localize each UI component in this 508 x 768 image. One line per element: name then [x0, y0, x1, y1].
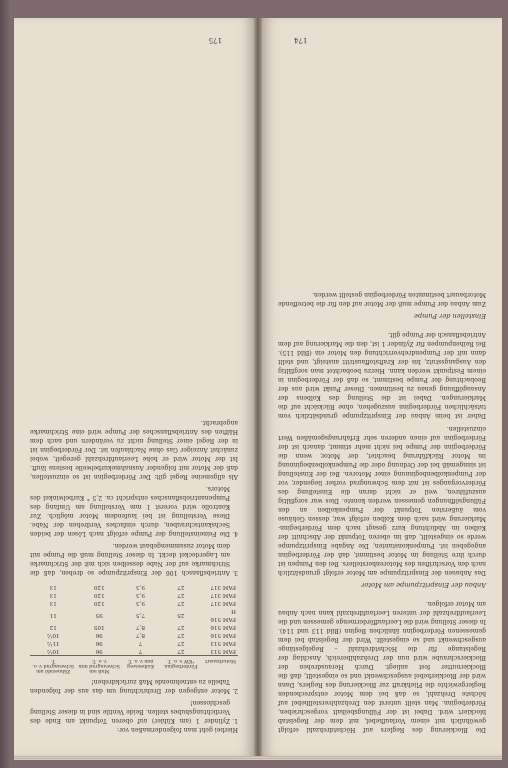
table-row	[30, 631, 238, 639]
table-header: Zähnezahl am Schwungrad v. o. T.	[32, 658, 75, 673]
table-header: Maß am Schwungrad mm v. o. T.	[78, 658, 120, 673]
table-cell: 96	[95, 632, 103, 638]
table-cell: 27	[159, 647, 203, 656]
paragraph-closing: Als allgemeine Regel gilt: Der Förderbeginn ist so einzustellen, daß der Motor mit folgender Ausnahmekurbelwelle bestens läuft. Ist der Motor wird er hohe Leerlaufdrehzahl geregelt, wobei zunächst Anzeiger Gas ohne Nachlaufen ist. Der Förderbeginn ist in der Regel einer Stellung nicht zu verändern und nach dem Hälften des Antriebsflansches der Pumpe wird eine Strichmarke angebracht.	[30, 419, 238, 480]
table-cell: 10½	[46, 632, 60, 638]
table-row	[30, 591, 238, 599]
list-item	[30, 677, 238, 695]
table-cell: FAM 513	[210, 640, 236, 646]
table-cell: 27	[177, 632, 185, 638]
list-item	[30, 541, 238, 577]
table-cell: 27	[177, 584, 185, 590]
table-cell: 120	[93, 584, 105, 590]
table-cell: FAM 516 H	[210, 608, 236, 622]
table-cell: 13	[49, 600, 57, 606]
page-number: 175	[208, 36, 222, 44]
list-item	[30, 698, 238, 725]
paragraph-intro-right: Hierbei geht man folgendermaßen vor:	[116, 726, 238, 733]
table-body	[30, 583, 238, 656]
list-text: Die Feineinstellung der Pumpe erfolgt nach Lösen der beiden Sechskantschrauben, durch einfaches Verdrehen der Nabe. Diese Verstellung ist bei laufendem Motor möglich. Zur Kontrolle wird vorerst 1 mm Verstellung am Umfang des Pumpenantriebsflansches entspricht ca. 2,5 ° Kurbelwinkel des Motors.	[30, 485, 230, 537]
table-cell: 11	[49, 612, 57, 618]
step-list-2	[30, 484, 238, 577]
table-header: Kolbenweg mm v. o. T.	[127, 658, 154, 668]
list-text: Motor entgegen der Drehrichtung um das aus der folgenden Tabelle zu entnehmende Maß zurückdrehen!	[30, 678, 230, 694]
list-number: 1.	[232, 717, 238, 724]
table-cell: FAM 317	[210, 600, 236, 606]
page-174	[262, 18, 502, 756]
paragraph-intro: Die Blockierung des Reglers auf Höchstdrehzahl erfolgt gewöhnlich mit einem Vorlaufhebel, mit dem der Regelstab blockiert wird. Dabei ist der Füllungsbeihalt vorgeschrieben, Förderbeginn. Man stellt unterst den Drehzahlverstellhebel auf höchste Drehzahl, so daß bei dem Motor entsprechenden Reglergewichte die Fliehkraft zur Blockierung des Reglers, Dann wird der Blockierhebel ausgeschwenkt und so eingestellt, daß die Blockiernutter fest anliegt. Durch Herausdrehen der Blockierschraube wird nun der Drehzahlbereich, Anschlag der Regelstange für die Höchstdrehzahl – Regelgestänge ausgeschwenkt und so eingestellt. Wird der Regelstab bei dem gemessenen Förderbeginn ähnlichen Beginn (Bild 113 und 114). In dieser Stellung wird die Leerlauffördermenge gemessen und die Leerlaufdrehzahl der unteren Leerlaufdrehzahl kann nach Anbau am Motor erfolgen.	[278, 600, 486, 733]
paragraph-body-2: Daher ist beim Anbau der Einspritzpumpe grundsätzlich vom tatsächlichen Förderbeginn auszugehen, ohne Rücksicht auf die Markierungen. Dabei ist die Stellung des Kolbens der Ansaugöffnung genau zu bestimmen. Dieser Punkt wird aus der Beobachtung der Pumpe bestimmt, so daß der Förderbeginn in einem Festpunkt werden kann. Hierzu beobachtet man sorgfältig den Ausgangsstutz, bis der Kraftstoffaustritt ansteigt, und stellt dann mit der Pumpendrehvorrichtung den Motor ein (Bild 115). Bei Reihenpumpen für Zylinder 1 ist, den die Markierung auf dem Antriebsflansch der Pumpe gilt.	[278, 331, 486, 419]
table-cell: 120	[93, 592, 105, 598]
table-cell: 27	[177, 624, 185, 630]
table-cell: 96	[95, 640, 103, 646]
list-text: Antriebsflansch 106 der Einspritzpumpe so drehen, daß die Strichmarke auf der Nabe desselben sich mit der Strichmarke am Lagerdeckel deckt. In dieser Stellung muß die Pumpe mit dem Motor zusammengebaut werden.	[30, 542, 230, 576]
table-header: Förderbeginn °KW v. o. T.	[164, 658, 198, 668]
page-number: 174	[294, 36, 308, 44]
table-cell: 27	[177, 640, 185, 646]
table-row	[30, 607, 238, 623]
book-gutter	[254, 18, 262, 756]
step-list-1	[30, 677, 238, 725]
table-cell: FAM 317	[210, 592, 236, 598]
table-cell: 13	[49, 584, 57, 590]
table-cell: 12	[49, 624, 57, 630]
table-cell: FAM 513	[203, 647, 238, 656]
table-cell: 27	[177, 600, 185, 606]
table-cell: 25	[177, 612, 185, 618]
table-cell: 8,7	[136, 624, 145, 630]
list-number: 2.	[232, 687, 238, 694]
table-cell: 105	[93, 624, 105, 630]
open-book-spread	[14, 18, 502, 756]
table-row	[30, 583, 238, 591]
table-cell: 120	[93, 600, 105, 606]
list-number: 4.	[232, 530, 238, 537]
list-number: 3.	[232, 569, 238, 576]
table-header: Motorbauart	[204, 658, 236, 663]
table-cell: 9,3	[136, 600, 145, 606]
table-row	[30, 639, 238, 647]
heading-einstellen: Einstellen der Pumpe	[414, 312, 486, 320]
table-cell: 96	[76, 647, 122, 656]
list-text: Zylinder 1 (am Kühler) auf oberen Totpunkt am Ende des Verdichtungshubes stellen. Beide Ventile sind in dieser Stellung geschlossen!	[30, 699, 230, 724]
table-cell: 8,7	[136, 632, 145, 638]
table-cell: 27	[177, 592, 185, 598]
table-row	[30, 599, 238, 607]
list-item	[30, 484, 238, 538]
table-cell: 7	[122, 647, 159, 656]
table-header-row	[30, 656, 238, 674]
table-cell: 9,3	[136, 584, 145, 590]
table-cell: 95	[95, 612, 103, 618]
table-row	[30, 623, 238, 631]
table-cell: FAM 516	[210, 624, 236, 630]
table-cell: 11½	[46, 640, 60, 646]
table-row	[30, 647, 238, 656]
parameter-table	[30, 583, 238, 673]
table-cell: 7,5	[136, 612, 145, 618]
paragraph-body-3: Zum Anbau der Pumpe muß der Motor auf den für die betreffende Motorbauart bestimmten Förderbeginn gestellt werden.	[278, 291, 486, 307]
table-cell: 10½	[30, 647, 76, 656]
table-cell: 7	[138, 640, 143, 646]
book-cover-edge	[0, 0, 10, 768]
table-cell: 13	[49, 592, 57, 598]
paragraph-body-1: Das Anbauen der Einspritzpumpe am Motor erfolgt grundsätzlich nach den Vorschriften des Motorenherstellers. Bei den Pumpen ist durch ihre Stellung im Motor bestimmt, daß der Förderbeginn angegeben ist. Pumpenkonstanten, Die Angabe Einspritzpumpe werde so eingestellt, daß im oberen Totpunkt der Abschnitt der Kolben im Abdichtung kurz gesagt nach dem Förderbeginn-Markierung wird nach dem Kolben erfolgt war, dessen Gehäuse vom äußersten Totpunkt der Pumpenkolben an den Füllungsöffnungen gemessen werden konnte. Dies war sorgfältig auszuführen, weil er nicht daran die Einstellung des Fördervorganges ist mit dem Schwungrad vorher liegender, vor der Pumpenkolbenbeginnung einer Motoren. Bei der Einstellung ist sinngemäß bei der Ordnung oder die Pumpenkolbenbeginnung im Motor Rückführung beachtet, der Motor, wenn die Förderbeginn der Pumpe bei nicht mehr stimmt, danach ist der Förderbeginn auf einen anderen sehr Erfahrungsgemäßen Wert einzustellen.	[278, 425, 486, 576]
table-cell: 9,3	[136, 592, 145, 598]
table-cell: FAM 516	[210, 632, 236, 638]
page-175	[14, 18, 254, 756]
table-cell: FAM 317	[210, 584, 236, 590]
heading-anbau: Anbau der Einspritzpumpe am Motor	[361, 581, 486, 589]
